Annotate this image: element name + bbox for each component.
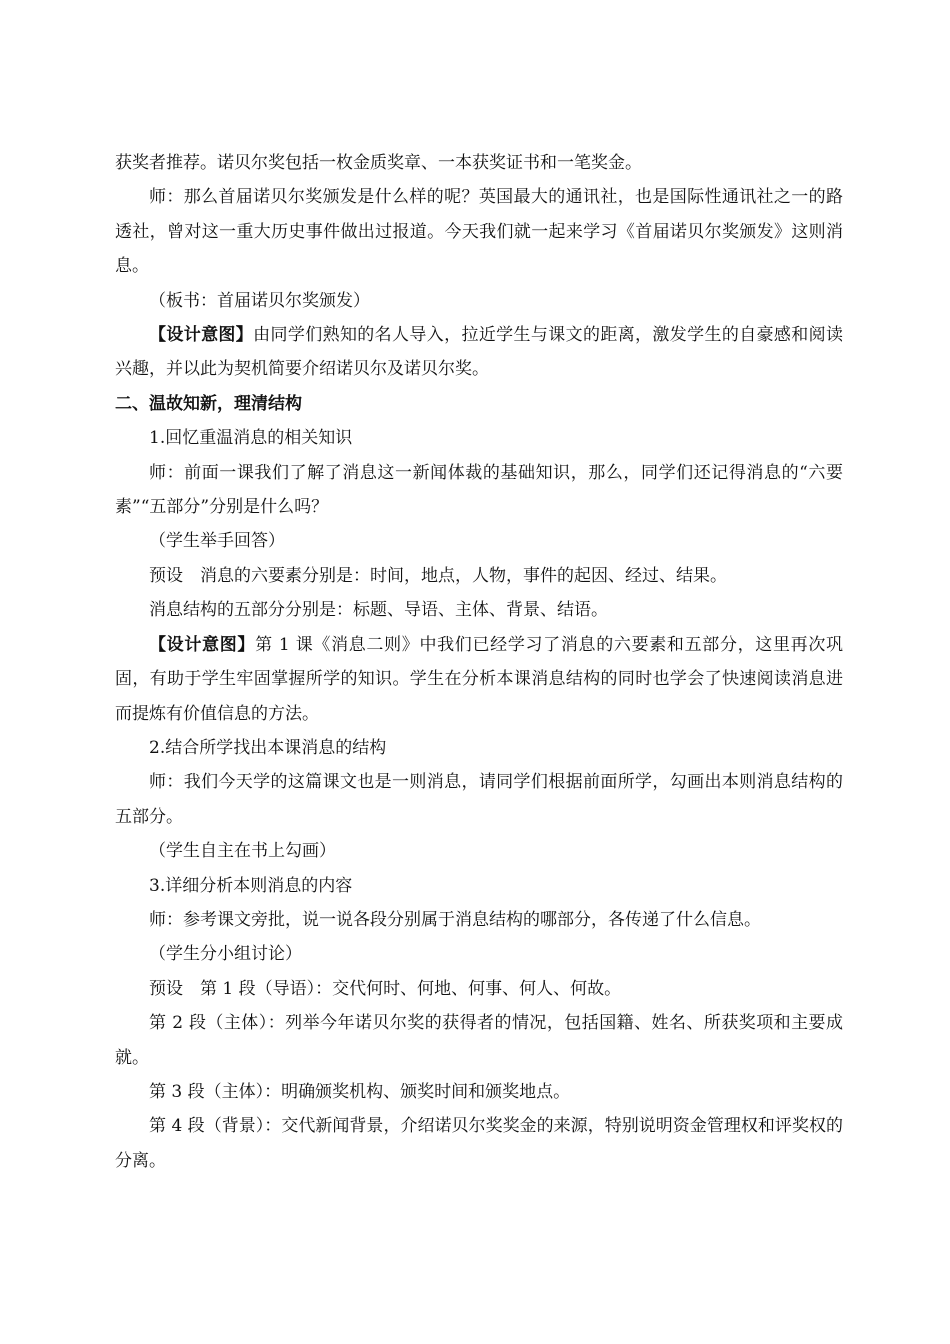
paragraph-text: 3.详细分析本则消息的内容 — [149, 875, 353, 896]
document-body — [115, 146, 843, 1178]
paragraph-1 — [115, 146, 843, 180]
paragraph-6 — [115, 456, 843, 525]
paragraph-5 — [115, 421, 843, 455]
paragraph-text: 第 3 段（主体）：明确颁奖机构、颁奖时间和颁奖地点。 — [149, 1081, 571, 1102]
paragraph-13 — [115, 834, 843, 868]
paragraph-text: 第 1 课《消息二则》中我们已经学习了消息的六要素和五部分，这里再次巩固，有助于学生牢固掌握所学的知识。学生在分析本课消息结构的同时也学会了快速阅读消息进而提炼有价值信息的方法。 — [115, 634, 844, 724]
paragraph-text: （学生分小组讨论） — [149, 944, 302, 965]
paragraph-15 — [115, 903, 843, 937]
paragraph-9 — [115, 593, 843, 627]
paragraph-7 — [115, 524, 843, 558]
design-intent-tag: 【设计意图】 — [149, 634, 256, 655]
paragraph-14 — [115, 869, 843, 903]
paragraph-text: （板书：首届诺贝尔奖颁发） — [149, 290, 370, 311]
paragraph-text: 师：参考课文旁批，说一说各段分别属于消息结构的哪部分，各传递了什么信息。 — [149, 909, 761, 930]
paragraph-text: 消息结构的五部分分别是：标题、导语、主体、背景、结语。 — [149, 600, 608, 621]
paragraph-17 — [115, 972, 843, 1006]
paragraph-text: 第 2 段（主体）：列举今年诺贝尔奖的获得者的情况，包括国籍、姓名、所获奖项和主要成就。 — [115, 1013, 843, 1068]
paragraph-text: 由同学们熟知的名人导入，拉近学生与课文的距离，激发学生的自豪感和阅读兴趣，并以此为契机简要介绍诺贝尔及诺贝尔奖。 — [115, 325, 844, 380]
paragraph-text: 第 4 段（背景）：交代新闻背景，介绍诺贝尔奖奖金的来源，特别说明资金管理权和评奖权的分离。 — [115, 1116, 843, 1171]
paragraph-20 — [115, 1109, 843, 1178]
design-intent-paragraph-2 — [115, 628, 843, 731]
paragraph-12 — [115, 765, 843, 834]
paragraph-text: 2.结合所学找出本课消息的结构 — [149, 737, 387, 758]
paragraph-text: 预设 消息的六要素分别是：时间，地点，人物，事件的起因、经过、结果。 — [149, 565, 727, 586]
paragraph-2 — [115, 180, 843, 283]
paragraph-16 — [115, 937, 843, 971]
paragraph-11 — [115, 731, 843, 765]
paragraph-text: 师：前面一课我们了解了消息这一新闻体裁的基础知识，那么，同学们还记得消息的“六要素”“五部分”分别是什么吗？ — [115, 462, 843, 518]
design-intent-paragraph-1 — [115, 318, 843, 387]
design-intent-tag: 【设计意图】 — [149, 325, 254, 346]
paragraph-3 — [115, 284, 843, 318]
heading-text: 二、温故知新，理清结构 — [115, 393, 302, 414]
section-heading — [115, 387, 843, 421]
paragraph-8 — [115, 559, 843, 593]
paragraph-text: 1.回忆重温消息的相关知识 — [149, 428, 353, 449]
paragraph-text: 预设 第 1 段（导语）：交代何时、何地、何事、何人、何故。 — [149, 978, 622, 999]
paragraph-text: （学生举手回答） — [149, 531, 285, 552]
paragraph-text: 师：那么首届诺贝尔奖颁发是什么样的呢？英国最大的通讯社，也是国际性通讯社之一的路透社，曾对这一重大历史事件做出过报道。今天我们就一起来学习《首届诺贝尔奖颁发》这则消息。 — [115, 187, 843, 277]
paragraph-text: 师：我们今天学的这篇课文也是一则消息，请同学们根据前面所学，勾画出本则消息结构的五部分。 — [115, 772, 843, 827]
paragraph-text: 获奖者推荐。诺贝尔奖包括一枚金质奖章、一本获奖证书和一笔奖金。 — [115, 153, 642, 173]
paragraph-18 — [115, 1006, 843, 1075]
paragraph-text: （学生自主在书上勾画） — [149, 841, 336, 862]
paragraph-19 — [115, 1075, 843, 1109]
